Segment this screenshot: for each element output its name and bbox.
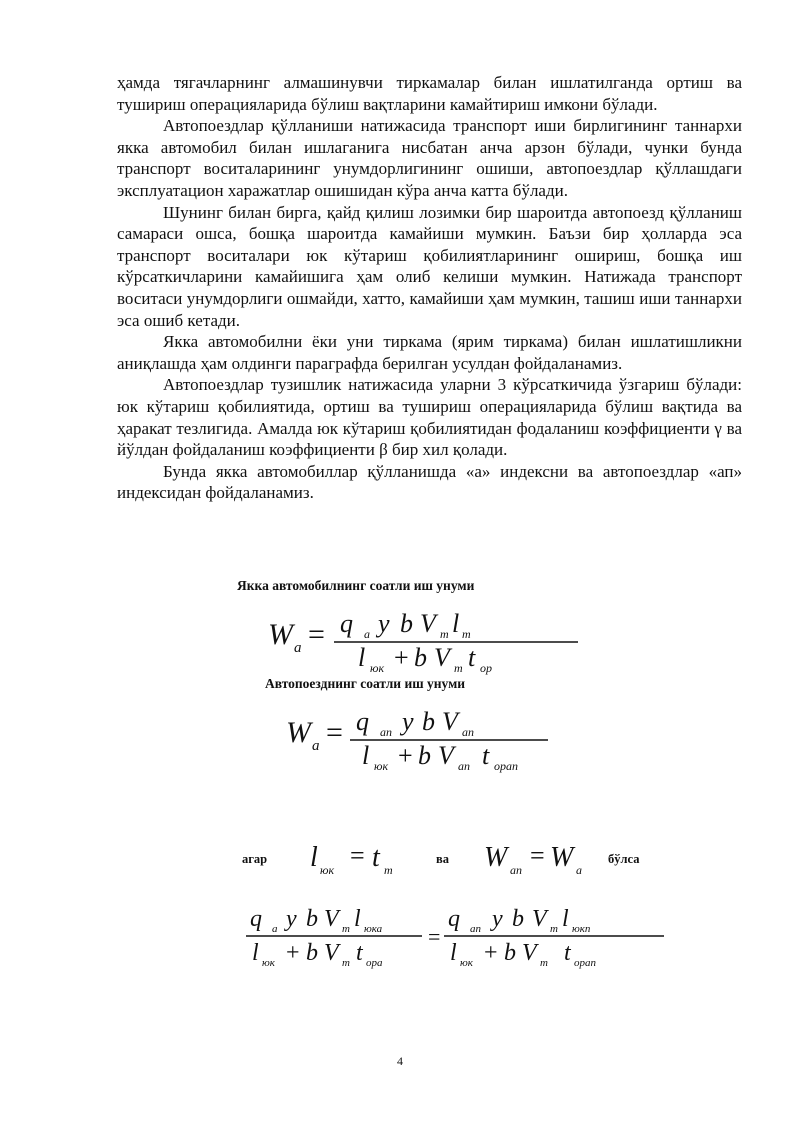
formula-subscript: a bbox=[364, 627, 370, 641]
formula-subscript: т bbox=[440, 627, 449, 641]
formula-symbol: + bbox=[286, 940, 300, 966]
formula-symbol: q bbox=[250, 906, 262, 932]
formula-subscript: aп bbox=[510, 863, 522, 877]
label-then: бўлса bbox=[608, 852, 640, 866]
formula-symbol: l bbox=[450, 940, 457, 966]
formula-symbol: V bbox=[324, 940, 339, 966]
formula-symbol: b bbox=[400, 609, 413, 638]
formula-subscript: орап bbox=[494, 759, 518, 773]
formula-subscript: т bbox=[550, 923, 558, 935]
formula-symbol: t bbox=[468, 643, 476, 672]
paragraph-1: ҳамда тягачларнинг алмашинувчи тиркамалар билан ишлатилганда ортиш ва тушириш операцияларида бўлиш вақтларини камайтириш имкони бўлади. bbox=[117, 73, 742, 114]
formula-symbol: V bbox=[420, 609, 436, 638]
formula-symbol: = bbox=[326, 716, 343, 749]
label-and: ва bbox=[436, 852, 450, 866]
formula-symbol: l bbox=[354, 906, 361, 932]
formula-symbol: V bbox=[324, 906, 339, 932]
body-text bbox=[117, 72, 742, 504]
formula-subscript: т bbox=[342, 923, 350, 935]
formula-symbol: W bbox=[550, 842, 574, 873]
formula-single-vehicle bbox=[268, 602, 588, 674]
formula-symbol: l bbox=[562, 906, 569, 932]
formula-symbol: V bbox=[532, 906, 547, 932]
formula-subscript: a bbox=[312, 738, 320, 754]
formula-symbol: y bbox=[286, 906, 297, 932]
formula-symbol: b bbox=[306, 906, 318, 932]
formula-symbol: y bbox=[378, 609, 390, 638]
paragraph-4: Якка автомобилни ёки уни тиркама (ярим тиркама) билан ишлатишликни аниқлашда ҳам олдинги параграфда берилган усулдан фойдаланамиз. bbox=[117, 332, 742, 373]
formula-equality bbox=[244, 898, 674, 970]
formula-symbol: W bbox=[268, 618, 293, 651]
formula-symbol: + bbox=[484, 940, 498, 966]
formula-subscript: юк bbox=[374, 759, 389, 773]
formula-symbol: + bbox=[398, 741, 413, 770]
formula-symbol: b bbox=[512, 906, 524, 932]
formula-symbol: l bbox=[452, 609, 460, 638]
formula-symbol: + bbox=[394, 643, 409, 672]
formula-symbol: b bbox=[414, 643, 427, 672]
formula-symbol: t bbox=[372, 842, 380, 873]
formula-symbol: q bbox=[356, 707, 369, 736]
formula-subscript: ора bbox=[366, 957, 383, 969]
condition-formula-1 bbox=[310, 838, 410, 878]
formula-subscript: a bbox=[294, 640, 302, 656]
paragraph-6: Бунда якка автомобиллар қўлланишда «а» индексни ва автопоездлар «ап» индексидан фойдаланамиз. bbox=[117, 461, 742, 503]
formula-subscript: т bbox=[462, 627, 471, 641]
paragraph-5: Автопоездлар тузишлик натижасида уларни 3 кўрсаткичида ўзгариш бўлади: юк кўтариш қобилиятида, ортиш ва тушириш операцияларида бўлиш вақтида ва ҳаракат тезлигида. Амалда юк кўтариш қобилиятидан фодаланиш коэффициенти γ ва йўлдан фойдаланиш коэффициенти β бир хил қолади. bbox=[117, 375, 742, 460]
formula-symbol: t bbox=[482, 741, 490, 770]
formula-symbol: V bbox=[442, 707, 458, 736]
formula-subscript: т bbox=[454, 661, 463, 675]
formula-subscript: юк bbox=[320, 863, 335, 877]
formula-symbol: V bbox=[438, 741, 454, 770]
formula-subscript: юк bbox=[370, 661, 385, 675]
formula-subscript: т bbox=[342, 957, 350, 969]
formula-symbol: W bbox=[484, 842, 508, 873]
heading-single-vehicle: Якка автомобилнинг соатли иш унуми bbox=[237, 578, 475, 593]
formula-symbol: = bbox=[350, 841, 365, 870]
formula-symbol: b bbox=[306, 940, 318, 966]
label-if: агар bbox=[242, 852, 268, 866]
formula-symbol: l bbox=[252, 940, 259, 966]
formula-subscript: орап bbox=[574, 957, 596, 969]
formula-symbol: b bbox=[504, 940, 516, 966]
formula-symbol: q bbox=[448, 906, 460, 932]
formula-symbol: y bbox=[492, 906, 503, 932]
page-number: 4 bbox=[397, 1054, 403, 1068]
formula-subscript: aп bbox=[458, 759, 470, 773]
formula-subscript: aп bbox=[462, 725, 474, 739]
formula-symbol: b bbox=[418, 741, 431, 770]
condition-formula-2 bbox=[484, 838, 604, 878]
formula-subscript: юкп bbox=[572, 923, 591, 935]
formula-symbol: t bbox=[356, 940, 363, 966]
formula-subscript: aп bbox=[380, 725, 392, 739]
formula-subscript: юка bbox=[364, 923, 383, 935]
formula-subscript: a bbox=[576, 863, 582, 877]
formula-symbol: = bbox=[428, 924, 441, 949]
formula-symbol: = bbox=[530, 841, 545, 870]
formula-symbol: W bbox=[286, 716, 311, 749]
formula-symbol: l bbox=[358, 643, 366, 672]
formula-subscript: ор bbox=[480, 661, 492, 675]
formula-symbol: q bbox=[340, 609, 353, 638]
paragraph-2: Автопоездлар қўлланиши натижасида транспорт иши бирлигининг таннархи якка автомобил билан ишлаганига нисбатан анча арзон бўлади, чунки бунда транспорт воситаларининг унумдорлигининг ошиши, автопоездлар қўллашдаги эксплуатацион харажатлар ошишидан кўра анча катта бўлади. bbox=[117, 116, 742, 200]
formula-symbol: l bbox=[362, 741, 370, 770]
formula-subscript: aп bbox=[470, 923, 481, 935]
formula-subscript: юк bbox=[262, 957, 275, 969]
paragraph-3: Шунинг билан бирга, қайд қилиш лозимки бир шароитда автопоезд қўлланиш самараси ошса, бошқа шароитда камайиши мумкин. Баъзи бир ҳолларда эса транспорт воситалари юк кўтариш қобилиятларининг ошириш, бошқа иш кўрсаткичларини камайишига ҳам олиб келиши мумкин. Натижада транспорт воситаси унумдорлиги ошмайди, хатто, камайиши ҳам мумкин, ташиш иши таннархи эса ошиб кетади. bbox=[117, 202, 742, 330]
formula-symbol: t bbox=[564, 940, 571, 966]
formula-symbol: y bbox=[402, 707, 414, 736]
heading-road-train: Автопоезднинг соатли иш унуми bbox=[265, 676, 466, 691]
formula-symbol: b bbox=[422, 707, 435, 736]
formula-subscript: т bbox=[540, 957, 548, 969]
formula-subscript: юк bbox=[460, 957, 473, 969]
formula-subscript: т bbox=[384, 863, 393, 877]
formula-subscript: a bbox=[272, 923, 278, 935]
formula-symbol: = bbox=[308, 618, 325, 651]
formula-symbol: V bbox=[522, 940, 537, 966]
formula-symbol: l bbox=[310, 842, 318, 873]
formula-symbol: V bbox=[434, 643, 450, 672]
formula-road-train bbox=[286, 700, 576, 772]
